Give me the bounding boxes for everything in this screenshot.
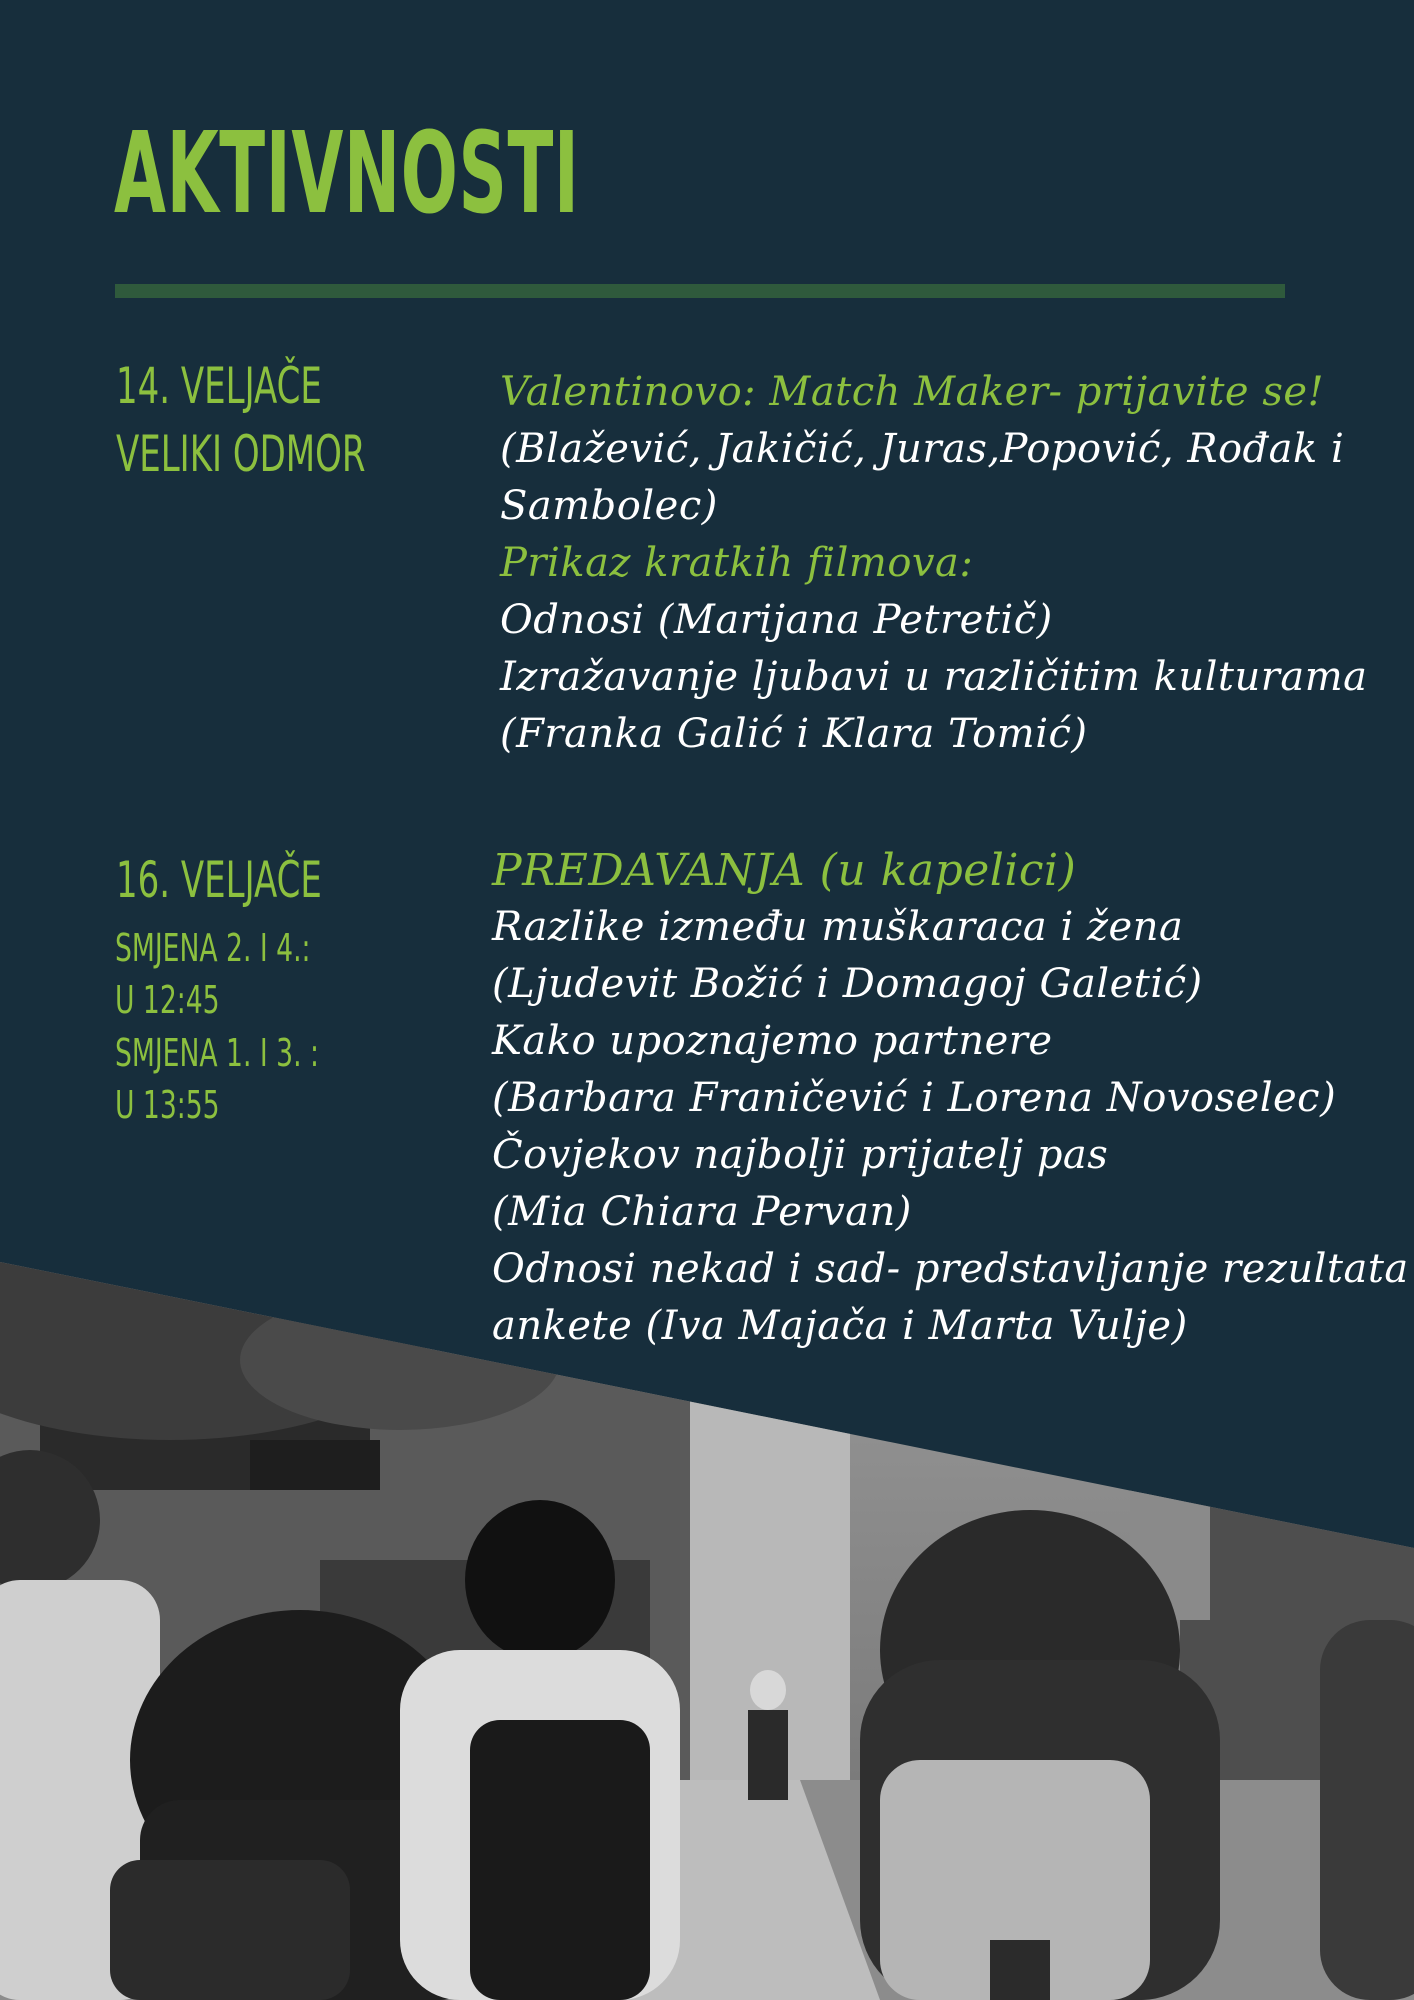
event1-description	[500, 364, 1367, 763]
event2-line: (Barbara Franičević i Lorena Novoselec)	[492, 1075, 1337, 1121]
event1-line: (Franka Galić i Klara Tomić)	[500, 711, 1088, 757]
event1-line: Odnosi (Marijana Petretič)	[500, 597, 1053, 643]
event1-line: Valentinovo: Match Maker- prijavite se!	[500, 369, 1325, 415]
event2-line: Čovjekov najbolji prijatelj pas	[492, 1132, 1109, 1178]
event1-line: Sambolec)	[500, 483, 718, 529]
event1-date: 14. VELJAČE	[116, 357, 322, 415]
title-divider	[115, 284, 1285, 298]
event2-heading: PREDAVANJA (u kapelici)	[492, 845, 1077, 896]
event2-line: Odnosi nekad i sad- predstavljanje rezultata	[492, 1246, 1409, 1292]
event2-time-a: U 12:45	[115, 978, 220, 1022]
event1-time: VELIKI ODMOR	[116, 425, 366, 483]
page-title: AKTIVNOSTI	[114, 109, 580, 239]
event1-line: Izražavanje ljubavi u različitim kulturama	[500, 654, 1368, 700]
event2-shift-a: SMJENA 2. I 4.:	[115, 926, 311, 970]
event2-line: Razlike između muškaraca i žena	[492, 904, 1184, 950]
event1-line: (Blažević, Jakičić, Juras,Popović, Rođak i	[500, 426, 1345, 472]
event2-line: Kako upoznajemo partnere	[492, 1018, 1053, 1064]
event2-time-b: U 13:55	[115, 1083, 220, 1127]
event2-line: ankete (Iva Majača i Marta Vulje)	[492, 1303, 1188, 1349]
event2-date: 16. VELJAČE	[116, 851, 322, 909]
event2-description	[492, 842, 1409, 1355]
event2-line: (Mia Chiara Pervan)	[492, 1189, 912, 1235]
event1-line: Prikaz kratkih filmova:	[500, 540, 974, 586]
event2-line: (Ljudevit Božić i Domagoj Galetić)	[492, 961, 1203, 1007]
event2-shift-b: SMJENA 1. I 3. :	[115, 1031, 319, 1075]
